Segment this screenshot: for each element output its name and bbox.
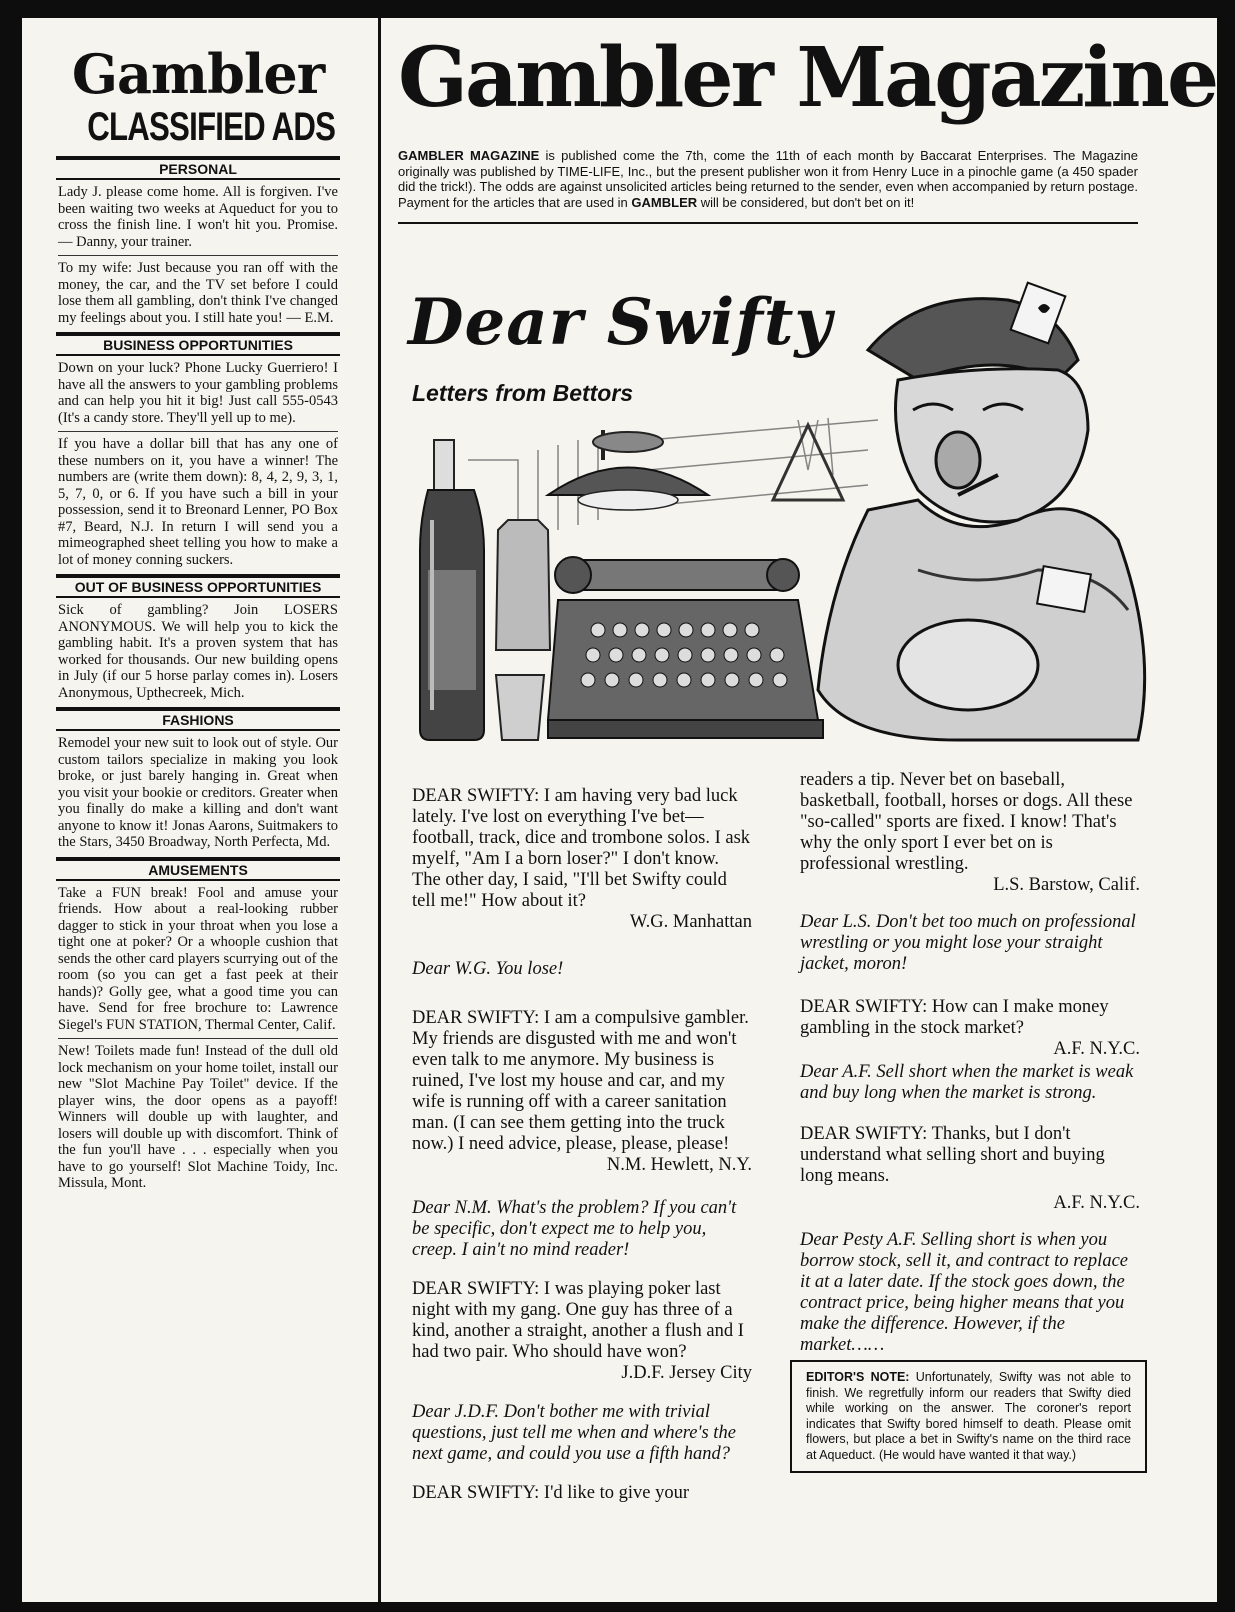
classified-ad: Down on your luck? Phone Lucky Guerriero! I have all the answers to your gambling problems and can help you hit it big! Just call 555-0543 (It's a candy store. They'll yell up to me). [58,360,338,426]
publisher-note [398,148,1138,210]
swifty-reply: Dear L.S. Don't bet too much on professional wrestling or you might lose your straight jacket, moron! [800,912,1136,974]
letter-signature: A.F. N.Y.C. [1053,1039,1140,1059]
column-title: Dear Swifty [408,285,833,360]
letter-text: readers a tip. Never bet on baseball, basketball, football, horses or dogs. All these "so-called" sports are fixed. I know! That's why the only sport I ever bet on is professional wrestling. [800,770,1133,874]
swifty-illustration [398,270,1158,760]
classified-ad: To my wife: Just because you ran off with the money, the car, and the TV set before I could lose them all gambling, don't think I've changed my feelings about you. I still hate you! — E.M. [58,260,338,326]
letter-signature: J.D.F. Jersey City [621,1363,752,1383]
letter-text: DEAR SWIFTY: I was playing poker last night with my gang. One guy has three of a kind, another a straight, another a flush and I had two pair. Who should have won? [412,1279,744,1362]
letter-signature: W.G. Manhattan [629,912,752,932]
letter-text: DEAR SWIFTY: I am having very bad luck lately. I've lost on everything I've bet—football, track, dice and trombone solos. I ask myelf, "Am I a born loser?" I don't know. The other day, I said, "I'll bet Swifty could tell me!" How about it? [412,786,751,911]
section-heading-out-of-business: OUT OF BUSINESS OPPORTUNITIES [56,574,340,598]
column-subtitle: Letters from Bettors [412,380,634,406]
masthead-rule [398,222,1138,224]
ad-separator [58,255,338,256]
letter-signature: N.M. Hewlett, N.Y. [606,1155,752,1175]
ad-separator [58,1038,338,1039]
typewriter-drawing [548,557,823,738]
letter [412,786,752,933]
letter-signature: L.S. Barstow, Calif. [993,875,1140,895]
section-heading-business-opportunities: BUSINESS OPPORTUNITIES [56,332,340,356]
swifty-reply: Dear A.F. Sell short when the market is weak and buy long when the market is strong. [800,1062,1134,1103]
classified-ad: Lady J. please come home. All is forgiven. I've been waiting two weeks at Aqueduct for you to cross the finish line. I won't hit you. Promise. — Danny, your trainer. [58,184,338,250]
magazine-title: Gambler Magazine [398,30,1217,126]
classified-ad: New! Toilets made fun! Instead of the dull old lock mechanism on your home toilet, install our new "Slot Machine Pay Toilet" device. If the player wins, the door opens as a payoff! Winners will double up with laughter, and losers will double up with discomfort. Think of the fun you'll have . . . especially when you have to go yourself! Slot Machine Toidy, Inc. Missula, Mont. [58,1043,338,1191]
gambler-figure-drawing [818,283,1145,740]
editors-note-label: EDITOR'S NOTE: [806,1370,910,1384]
column-divider [378,18,381,1602]
publisher-note-gambler: GAMBLER [631,194,698,210]
letter-text: DEAR SWIFTY: Thanks, but I don't understand what selling short and buying long means. [800,1124,1105,1186]
classifieds-brand: Gambler [71,42,325,106]
editors-note-box [790,1360,1147,1473]
section-heading-amusements: AMUSEMENTS [56,857,340,881]
publisher-note-body: is published come the 7th, come the 11th of each month by Baccarat Enterprises. The Magazine originally was published by TIME-LIFE, Inc., but the present publisher won it from Henry Luce in a pinochle game (a 450 spader did the trick!). The odds are against unsolicited articles being returned to the sender, even when accompanied by return postage. Payment for the articles that are used in [398,148,1138,210]
letters-column-1 [412,786,752,1504]
letter [800,997,1140,1060]
bottle-drawing [420,440,484,740]
letter-text: DEAR SWIFTY: I am a compulsive gambler. My friends are disgusted with me and won't even talk to me anymore. My business is ruined, I've lost my house and car, and my wife is running off with a career sanitation man. (I can see them getting into the truck now.) I need advice, please, please, please! [412,1008,749,1154]
publisher-note-tail: will be considered, but don't bet on it! [697,194,915,210]
swifty-reply: Dear W.G. You lose! [412,959,564,979]
publisher-note-lead: GAMBLER MAGAZINE [398,148,540,163]
classified-ad: If you have a dollar bill that has any one of these numbers on it, you have a winner! The numbers are (write them down): 8, 4, 2, 9, 3, 1, 5, 7, 0, or 6. If you have such a bill in your possession, send it to Breonard Lenner, PO Box #7, Beard, N.J. In return I will send you a mimeographed sheet telling you how to make a lot of money conning suckers. [58,436,338,568]
section-heading-personal: PERSONAL [56,156,340,180]
lamp-drawing [548,430,708,510]
swifty-reply: Dear N.M. What's the problem? If you can't be specific, don't expect me to help you, creep. I ain't no mind reader! [412,1198,737,1260]
magazine-column [398,30,1217,224]
classifieds-title: CLASSIFIED ADS [87,105,336,149]
editors-note-text: Unfortunately, Swifty was not able to finish. We regretfully inform our readers that Swifty died while working on the answer. The coroner's report indicates that Swifty bored himself to death. Please omit flowers, but place a bet in Swifty's name on the third race at Aqueduct. (He would have wanted it that way.) [806,1370,1131,1462]
letter-text: DEAR SWIFTY: I'd like to give your [412,1483,690,1503]
ad-separator [58,431,338,432]
letter [412,1008,752,1176]
swifty-reply: Dear Pesty A.F. Selling short is when you borrow stock, sell it, and contract to replace it at a later date. If the stock goes down, the contract price, being higher means that you make the difference. However, if the market…… [800,1230,1128,1355]
classifieds-column [56,44,340,1197]
letter [800,770,1140,896]
letters-column-2 [800,770,1140,1374]
letter [800,1124,1140,1214]
letter-signature: A.F. N.Y.C. [1053,1193,1140,1213]
letter-text: DEAR SWIFTY: How can I make money gambling in the stock market? [800,997,1109,1038]
classified-ad: Remodel your new suit to look out of style. Our custom tailors specialize in making you look broke, or just barely hanging in. Great when you visit your bookie or creditors. Greater when you finally do make a killing and don't want anyone to know it! Jonas Aarons, Suitmakers to the Stars, 3450 Broadway, North Perfecta, Md. [58,735,338,850]
letter [412,1279,752,1384]
classified-ad: Sick of gambling? Join LOSERS ANONYMOUS. We will help you to kick the gambling habit. It's a proven system that has worked for thousands. Our new building opens in July (if our 5 horse parlay comes in). Losers Anonymous, Upthecreek, Mich. [58,602,338,701]
swifty-reply: Dear J.D.F. Don't bother me with trivial questions, just tell me when and where's the next game, and could you use a fifth hand? [412,1402,736,1464]
classified-ad: Take a FUN break! Fool and amuse your friends. How about a real-looking rubber dagger to stick in your throat when you lose a tight one at poker? Or a whoople cushion that sends the other card players scurrying out of the room (so you can get a fast peek at their hands)? Golly gee, what a good time you can have. Send for free brochure to: Lawrence Siegel's FUN STATION, Thermal Center, Calif. [58,884,338,1033]
section-heading-fashions: FASHIONS [56,707,340,731]
classifieds-masthead [56,44,340,150]
